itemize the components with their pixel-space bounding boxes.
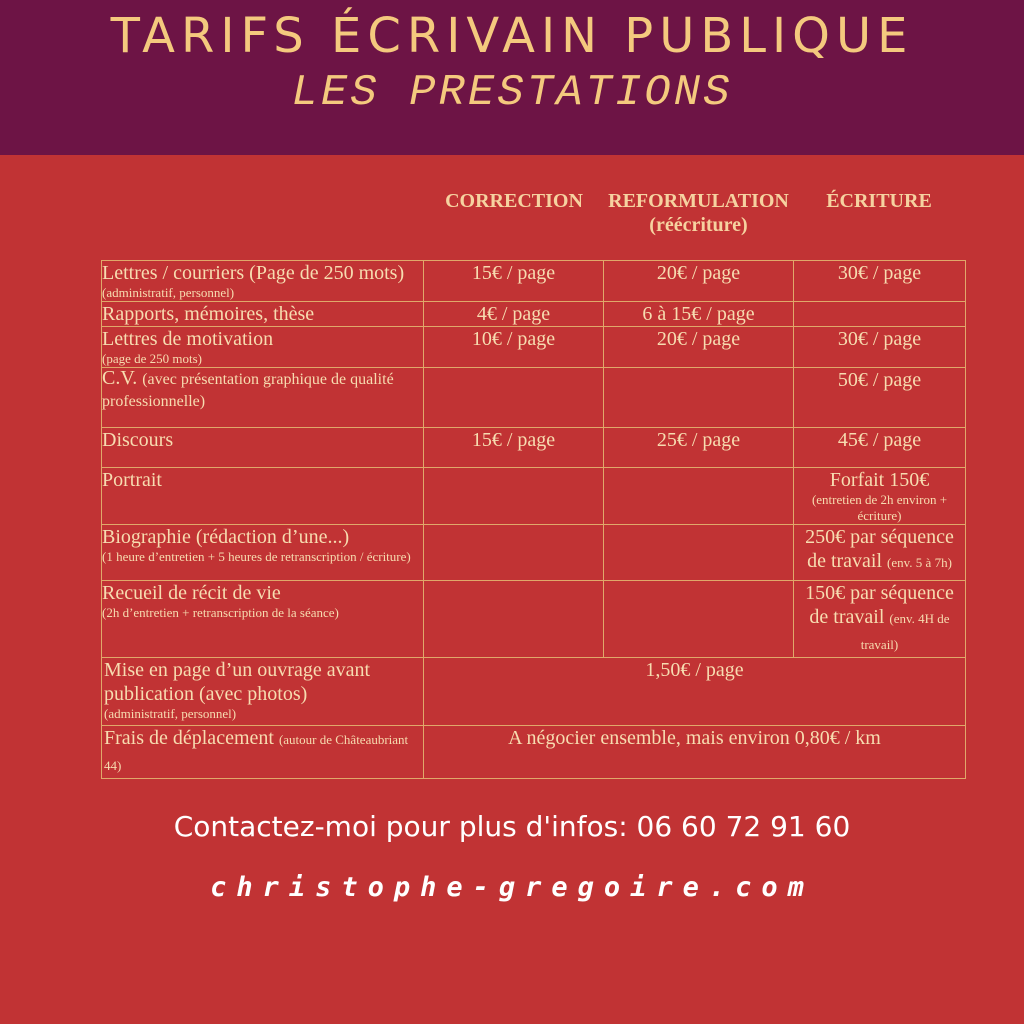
cell-ecriture: 30€ / page	[794, 261, 966, 302]
cell-correction: 15€ / page	[424, 428, 604, 468]
table-row	[102, 327, 966, 368]
cell-note: (env. 4H de travail)	[860, 611, 950, 652]
cell-note: (env. 5 à 7h)	[887, 555, 952, 570]
row-label: Mise en page d’un ouvrage avant publication (avec photos) (administratif, personnel)	[102, 658, 424, 726]
cell-ecriture: 50€ / page	[794, 368, 966, 428]
cell-reformulation	[604, 468, 794, 525]
row-note: (administratif, personnel)	[102, 285, 235, 300]
cell-correction: 4€ / page	[424, 302, 604, 327]
table-row	[102, 368, 966, 428]
column-header-ecriture: ÉCRITURE	[826, 190, 932, 212]
table-row	[102, 428, 966, 468]
cell-correction	[424, 581, 604, 658]
cell-correction	[424, 468, 604, 525]
row-note: (administratif, personnel)	[104, 706, 237, 721]
cell-merged-value: A négocier ensemble, mais environ 0,80€ / km	[424, 726, 966, 779]
cell-correction	[424, 368, 604, 428]
row-label: Frais de déplacement (autour de Châteaubriant 44)	[102, 726, 424, 779]
cell-ecriture: 30€ / page	[794, 327, 966, 368]
column-header-reformulation	[600, 189, 797, 237]
table-row	[102, 581, 966, 658]
column-header-correction: CORRECTION	[445, 190, 583, 212]
table-row	[102, 658, 966, 726]
cell-reformulation	[604, 368, 794, 428]
header-banner	[0, 0, 1024, 155]
column-header-reformulation-note: (réécriture)	[649, 214, 748, 236]
page-title: TARIFS ÉCRIVAIN PUBLIQUE	[110, 8, 914, 64]
cell-correction: 10€ / page	[424, 327, 604, 368]
table-row	[102, 525, 966, 581]
cell-reformulation	[604, 525, 794, 581]
table-row	[102, 302, 966, 327]
row-note: (page de 250 mots)	[102, 351, 203, 366]
cell-reformulation: 20€ / page	[604, 327, 794, 368]
row-label: Biographie (rédaction d’une...) (1 heure d’entretien + 5 heures de retranscription / écriture)	[102, 525, 424, 581]
cell-ecriture: 45€ / page	[794, 428, 966, 468]
contact-text: Contactez-moi pour plus d'infos: 06 60 72 91 60	[173, 810, 851, 843]
cell-correction	[424, 525, 604, 581]
cell-reformulation: 25€ / page	[604, 428, 794, 468]
row-label: Discours	[102, 428, 424, 468]
table-row	[102, 468, 966, 525]
cell-ecriture	[794, 302, 966, 327]
row-note: (2h d’entretien + retranscription de la séance)	[102, 605, 339, 620]
cell-correction: 15€ / page	[424, 261, 604, 302]
cell-ecriture: Forfait 150€ (entretien de 2h environ + écriture)	[794, 468, 966, 525]
row-label: Lettres de motivation (page de 250 mots)	[102, 327, 424, 368]
cell-note: (entretien de 2h environ + écriture)	[811, 492, 948, 523]
cell-ecriture: 250€ par séquence de travail (env. 5 à 7h)	[794, 525, 966, 581]
page-subtitle: LES PRESTATIONS	[291, 68, 733, 118]
pricing-table	[101, 260, 966, 779]
row-label-small: (autour de Châteaubriant 44)	[104, 732, 409, 773]
row-label: Lettres / courriers (Page de 250 mots) (administratif, personnel)	[102, 261, 424, 302]
row-label-small: (avec présentation graphique de qualité professionnelle)	[102, 371, 394, 410]
row-label: C.V. (avec présentation graphique de qualité professionnelle)	[102, 368, 424, 428]
table-row	[102, 726, 966, 779]
cell-merged-value: 1,50€ / page	[424, 658, 966, 726]
column-header-reformulation-label: REFORMULATION	[608, 190, 789, 212]
table-row	[102, 261, 966, 302]
row-note: (1 heure d’entretien + 5 heures de retranscription / écriture)	[102, 549, 411, 564]
cell-reformulation: 20€ / page	[604, 261, 794, 302]
row-label: Portrait	[102, 468, 424, 525]
website-link[interactable]: christophe-gregoire.com	[210, 872, 814, 903]
cell-ecriture: 150€ par séquence de travail (env. 4H de travail)	[794, 581, 966, 658]
cell-reformulation	[604, 581, 794, 658]
cell-reformulation: 6 à 15€ / page	[604, 302, 794, 327]
row-label: Recueil de récit de vie (2h d’entretien + retranscription de la séance)	[102, 581, 424, 658]
row-label: Rapports, mémoires, thèse	[102, 302, 424, 327]
